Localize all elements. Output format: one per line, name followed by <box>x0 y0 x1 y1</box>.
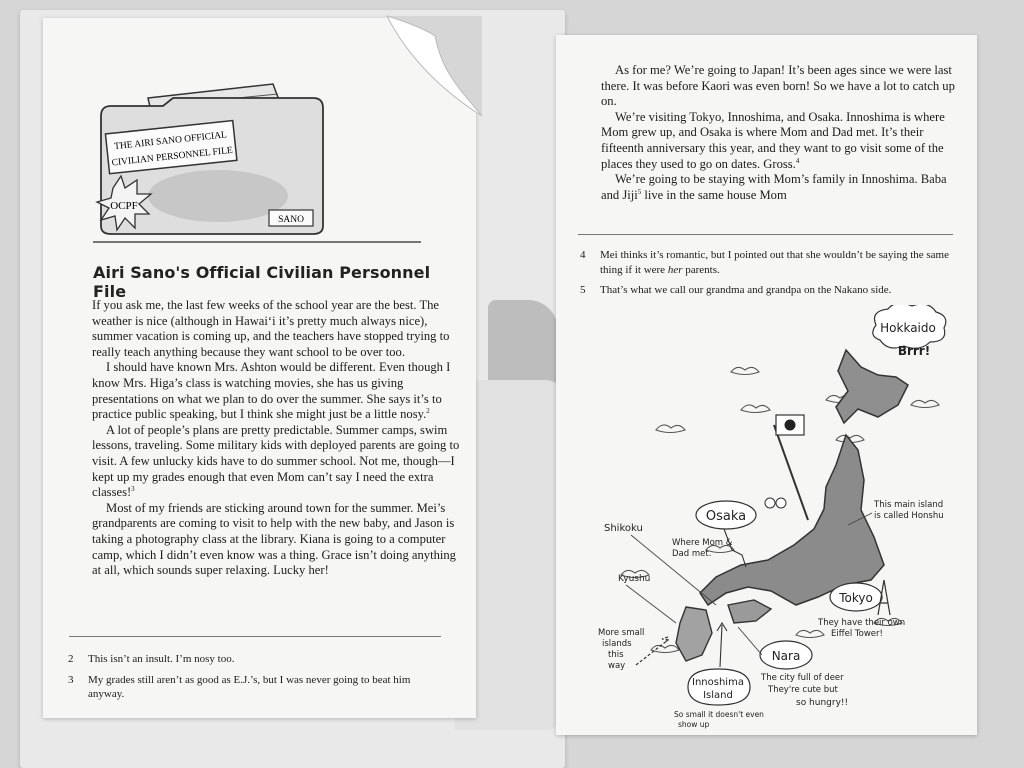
shikoku-island <box>728 600 771 623</box>
paragraph <box>92 423 467 501</box>
paragraph <box>601 172 957 203</box>
label-where-met-1: Where Mom & <box>672 538 733 548</box>
footnote-ref: 3 <box>131 484 135 493</box>
label-nara-note-1: The city full of deer <box>761 673 844 683</box>
footnote-text: Mei thinks it’s romantic, but I pointed out that she wouldn’t be saying the same thing if it were her parents. <box>600 249 949 276</box>
paragraph <box>92 360 467 422</box>
right-body-text <box>601 63 957 203</box>
hokkaido-island <box>836 350 908 423</box>
label-shikoku: Shikoku <box>604 523 643 534</box>
paragraph-text: A lot of people’s plans are pretty predictable. Summer camps, swim lessons, traveling. Some military kids with deployed parents are going to visit. A few unlucky kids have to do summer school. Not me, though—I kept up my grades enough that even Mom can’t say I need the extra classes! <box>92 422 460 500</box>
paragraph <box>601 110 957 172</box>
right-footnotes <box>580 248 954 304</box>
footnote-ref: 5 <box>637 187 642 196</box>
label-kyushu: Kyushu <box>618 574 651 584</box>
label-small-2: show up <box>678 720 710 729</box>
label-osaka: Osaka <box>705 509 747 524</box>
footnote-text: This isn’t an insult. I’m nosy too. <box>88 653 235 665</box>
file-label-line1: THE AIRI SANO OFFICIAL <box>113 130 228 153</box>
label-tokyo-note-1: They have their own <box>818 618 906 628</box>
footnote-number: 2 <box>68 653 74 665</box>
paragraph-text: I should have known Mrs. Ashton would be different. Even though I know Mrs. Higa’s class is watching movies, she has us giving presentations on what we plan to do over the summer. She says it’s to practice public speaking, but I think she might just be a little nosy. <box>92 360 451 422</box>
label-more-islands-2: islands <box>602 639 632 649</box>
footnote-ref: 4 <box>795 156 800 165</box>
left-footnotes <box>68 652 443 708</box>
file-name-tag: SANO <box>278 215 304 225</box>
japan-map-illustration <box>556 305 977 735</box>
paragraph-text: Most of my friends are sticking around town for the summer. Mei’s grandparents are coming to visit to help with the new baby, and Jason is taking a photography class at the library. Kiana is going to a computer camp, which I didn’t even know was a thing. Grace isn’t doing anything at all, which sounds super relaxing. Lucky her! <box>92 500 456 578</box>
label-brrr: Brrr! <box>897 344 931 358</box>
label-tokyo: Tokyo <box>839 591 873 605</box>
kyushu-island <box>676 607 712 661</box>
label-more-islands-3: this <box>608 650 624 660</box>
page-curl <box>387 16 482 116</box>
label-honshu-1: This main island <box>874 500 944 510</box>
left-page <box>43 18 476 718</box>
paragraph-text: As for me? We’re going to Japan! It’s been ages since we were last there. It was before Kaori was even born! So we have a lot to catch up on. <box>601 63 955 109</box>
footnote-rule <box>578 234 953 235</box>
label-hokkaido: Hokkaido <box>880 321 936 335</box>
footnote <box>580 248 954 277</box>
footnote <box>68 673 443 702</box>
footnote-ref: 2 <box>426 406 430 415</box>
paragraph-text-cont: live in the same house Mom <box>641 187 787 202</box>
personnel-file-illustration <box>93 76 328 238</box>
label-more-islands-4: way <box>608 661 626 671</box>
paragraph <box>92 501 467 579</box>
footnote-number: 4 <box>580 249 586 261</box>
paragraph <box>601 63 957 110</box>
ocpf-stamp: OCPF <box>110 200 138 212</box>
footnote-text: That’s what we call our grandma and grandpa on the Nakano side. <box>600 284 892 296</box>
footnote <box>68 652 443 667</box>
label-innoshima-1: Innoshima <box>692 677 744 688</box>
paragraph-text: We’re visiting Tokyo, Innoshima, and Osaka. Innoshima is where Mom grew up, and Osaka is where Mom and Dad met. It’s their fifteenth anniversary this year, and they want to go visit some of the places they used to go on dates. Gross. <box>601 109 945 171</box>
label-nara-note-2: They're cute but <box>768 685 838 695</box>
footnote <box>580 283 954 298</box>
page-title: Airi Sano's Official Civilian Personnel File <box>93 263 431 301</box>
label-nara: Nara <box>771 649 801 663</box>
footnote-number: 3 <box>68 673 74 686</box>
label-small-1: So small it doesn't even <box>674 710 764 719</box>
label-innoshima-2: Island <box>703 690 733 701</box>
label-more-islands-1: More small <box>598 628 645 638</box>
label-tokyo-note-2: Eiffel Tower! <box>831 629 883 639</box>
label-honshu-2: is called Honshu <box>874 511 944 521</box>
footnote-rule <box>69 636 441 637</box>
paragraph-text: If you ask me, the last few weeks of the school year are the best. The weather is nice (although in Hawai‘i it’s pretty much always nice), summer vacation is coming up, and the teachers have stopped trying to really teach anything because they want school to be over too. <box>92 298 450 359</box>
label-where-met-2: Dad met. <box>672 549 712 559</box>
footnote-text: My grades still aren’t as good as E.J.’s, but I was never going to beat him anyway. <box>88 673 411 700</box>
left-body-text <box>92 298 467 579</box>
title-top-rule <box>93 241 421 243</box>
file-label-line2: CIVILIAN PERSONNEL FILE <box>111 145 234 169</box>
paragraph-text: We’re going to be staying with Mom’s family in Innoshima. Baba and Jiji <box>601 172 947 202</box>
right-page <box>556 35 977 735</box>
label-nara-note-3: so hungry!! <box>796 698 849 708</box>
footnote-number: 5 <box>580 284 586 296</box>
paragraph <box>92 298 467 360</box>
